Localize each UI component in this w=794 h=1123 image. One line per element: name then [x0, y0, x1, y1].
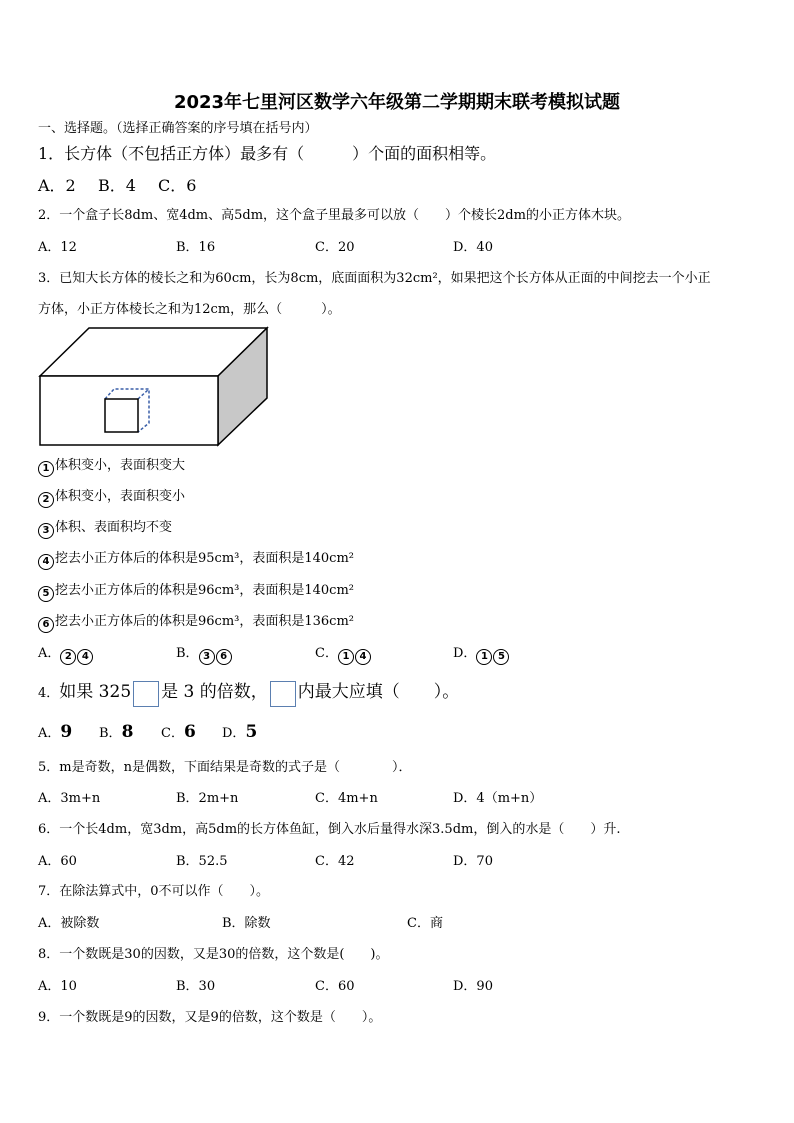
q2-option-a: A．12	[38, 240, 77, 255]
q3-option-c: C． 1 4	[315, 647, 372, 665]
blank-box	[133, 681, 159, 707]
q7-option-b: B．除数	[222, 916, 271, 931]
statement-2: 2 体积变小，表面积变小	[38, 490, 185, 508]
circled-number: 6	[38, 617, 54, 633]
q8-option-c: C．60	[315, 979, 355, 994]
circled-number: 1	[38, 461, 54, 477]
q3-option-a: A． 2 4	[38, 647, 94, 665]
q3-option-b: B． 3 6	[176, 647, 233, 665]
q3-option-d: D． 1 5	[453, 647, 510, 665]
q1-option-c: C．6	[158, 176, 197, 195]
statement-6: 6 挖去小正方体后的体积是96cm³，表面积是136cm²	[38, 615, 354, 633]
statement-3: 3 体积、表面积均不变	[38, 521, 172, 539]
question-3-line1: 3．已知大长方体的棱长之和为60cm，长为8cm，底面面积为32cm²，如果把这个长方体从正面的中间挖去一个小正	[38, 271, 711, 286]
question-8: 8．一个数既是30的因数，又是30的倍数，这个数是( )。	[38, 947, 389, 962]
q2-option-b: B．16	[176, 240, 216, 255]
q6-option-d: D．70	[453, 854, 493, 869]
q8-option-d: D．90	[453, 979, 493, 994]
q5-option-d: D．4（m+n）	[453, 791, 543, 806]
circled-number: 4	[38, 554, 54, 570]
q8-option-a: A．10	[38, 979, 77, 994]
question-6: 6．一个长4dm，宽3dm，高5dm的长方体鱼缸，倒入水后量得水深3.5dm，倒入的水是（ ）升.	[38, 822, 621, 837]
q1-option-a: A．2	[38, 176, 76, 195]
question-1: 1．长方体（不包括正方体）最多有（ ）个面的面积相等。	[38, 144, 497, 163]
q4-option-b: B．8	[99, 722, 134, 742]
q6-option-b: B．52.5	[176, 854, 228, 869]
q4-option-d: D．5	[222, 722, 258, 742]
q2-option-c: C．20	[315, 240, 355, 255]
q2-option-d: D．40	[453, 240, 493, 255]
q5-option-b: B．2m+n	[176, 791, 239, 806]
q8-option-b: B．30	[176, 979, 216, 994]
q7-option-a: A．被除数	[38, 916, 100, 931]
statement-4: 4 挖去小正方体后的体积是95cm³，表面积是140cm²	[38, 552, 354, 570]
circled-number: 2	[38, 492, 54, 508]
q1-option-b: B．4	[98, 176, 136, 195]
circled-number: 3	[38, 523, 54, 539]
q5-option-c: C．4m+n	[315, 791, 378, 806]
page-title: 2023年七里河区数学六年级第二学期期末联考模拟试题	[173, 92, 621, 113]
cuboid-figure	[38, 325, 270, 449]
circled-number: 5	[38, 586, 54, 602]
question-5: 5．m是奇数，n是偶数，下面结果是奇数的式子是（ ）．	[38, 760, 412, 775]
question-4: 4．如果 325 是 3 的倍数， 内最大应填（ ）。	[38, 679, 459, 707]
q6-option-a: A．60	[38, 854, 77, 869]
q5-option-a: A．3m+n	[38, 791, 101, 806]
statement-5: 5 挖去小正方体后的体积是96cm³，表面积是140cm²	[38, 584, 354, 602]
q6-option-c: C．42	[315, 854, 355, 869]
q7-option-c: C．商	[407, 916, 443, 931]
question-2: 2．一个盒子长8dm、宽4dm、高5dm，这个盒子里最多可以放（ ）个棱长2dm的小正方体木块。	[38, 208, 630, 223]
question-9: 9．一个数既是9的因数，又是9的倍数，这个数是（ ）。	[38, 1010, 382, 1025]
q4-option-c: C．6	[161, 722, 196, 742]
q4-option-a: A．9	[38, 722, 73, 742]
section-heading: 一、选择题。（选择正确答案的序号填在括号内）	[38, 121, 318, 136]
question-3-line2: 方体，小正方体棱长之和为12cm，那么（ ）。	[38, 302, 341, 317]
blank-box	[270, 681, 296, 707]
statement-1: 1 体积变小，表面积变大	[38, 459, 185, 477]
question-7: 7．在除法算式中，0不可以作（ ）。	[38, 884, 270, 899]
